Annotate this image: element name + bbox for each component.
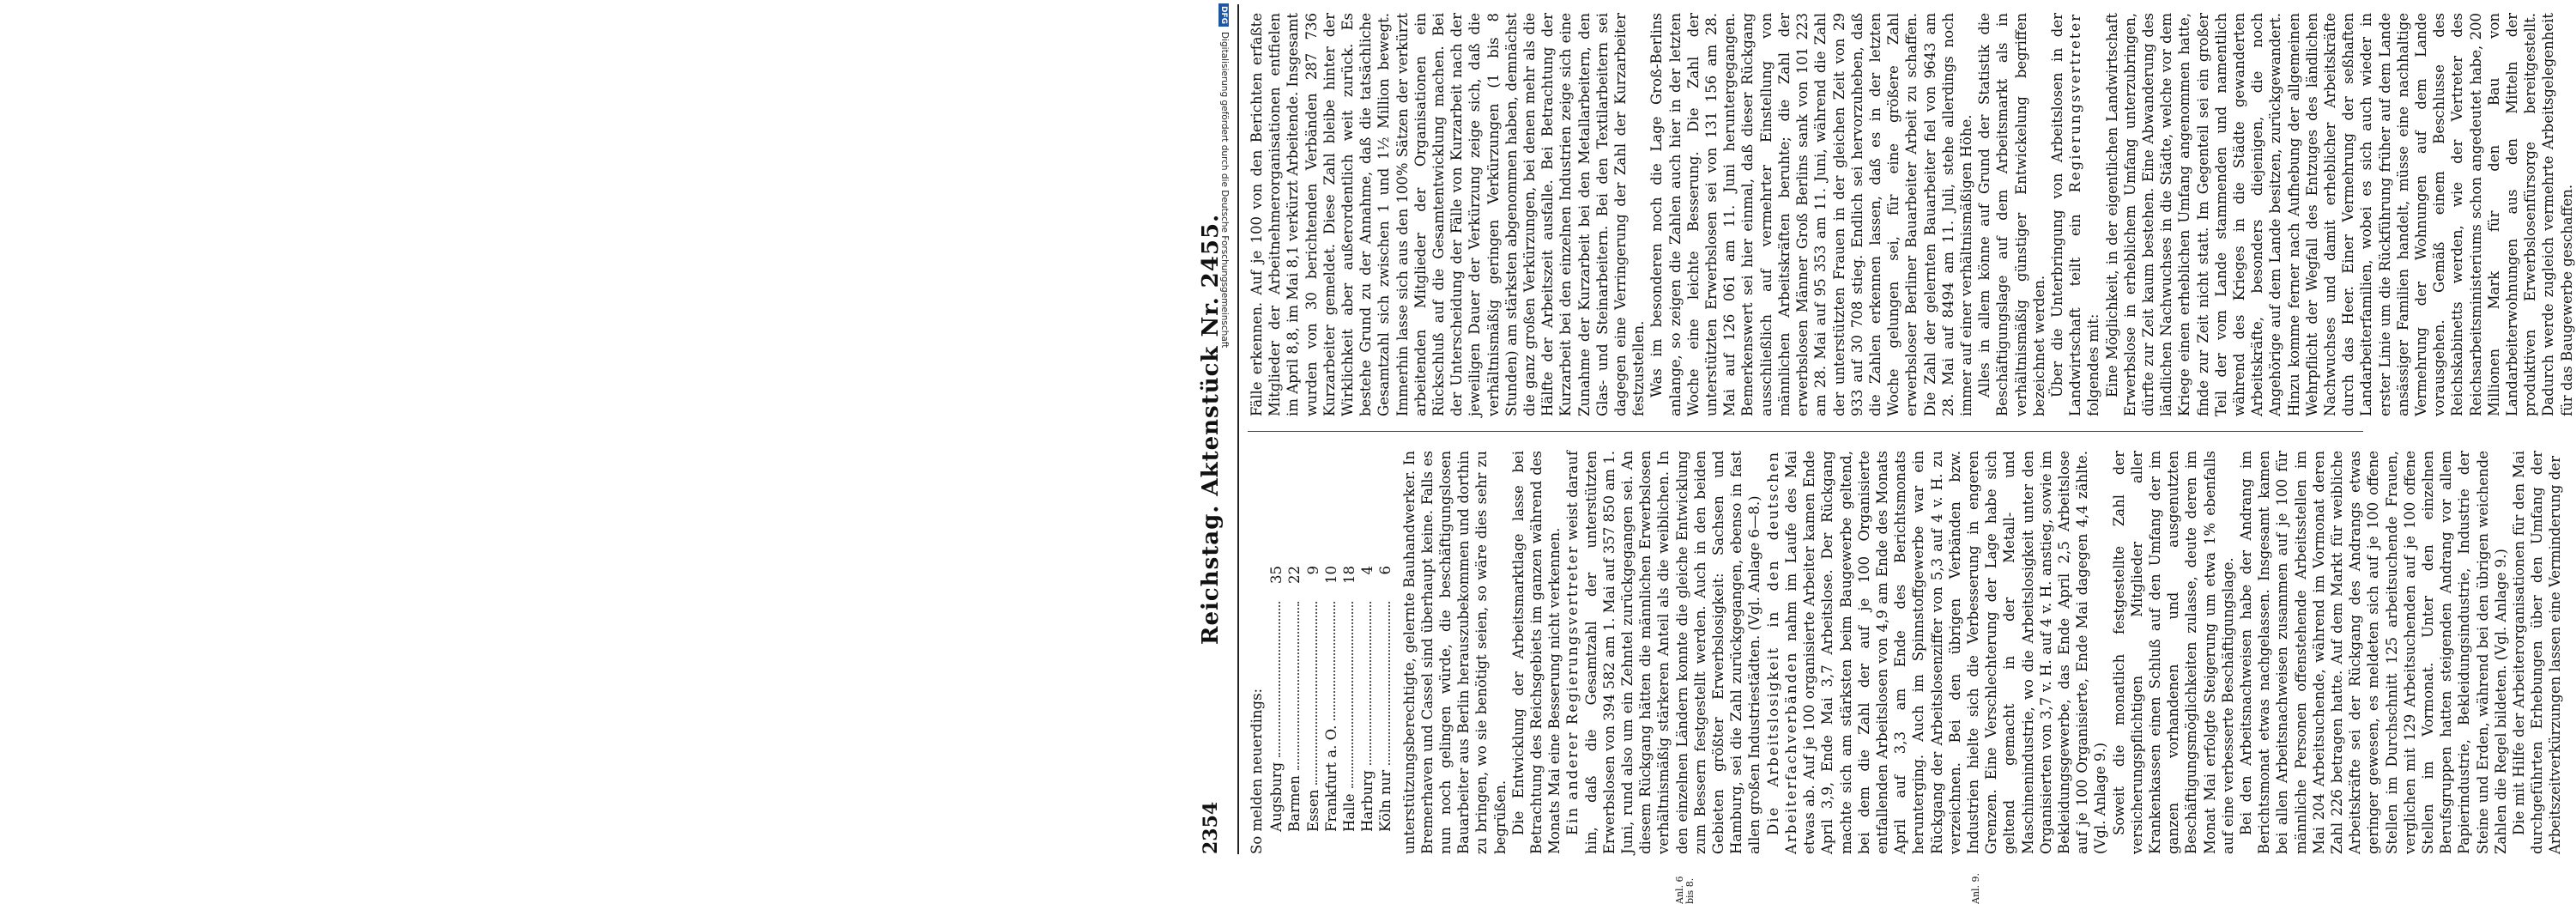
paragraph: Alles in allem könne auf Grund der Statistik die Beschäftigungslage auf dem Arbeitsmarkt als in verhältnismäßig günstiger Entwickelung begriffen bezeichnet werden. — [1976, 13, 2047, 416]
dfg-logo: DFG — [1218, 3, 1229, 27]
city-name: Harburg — [1359, 770, 1376, 832]
city-name: Essen — [1304, 789, 1321, 832]
paragraph — [1563, 451, 1763, 854]
rotated-page-content — [1194, 4, 2575, 904]
topic-label: Die Arbeitslosigkeit in den deutschen Arbeiterfachverbänden — [1764, 451, 1799, 854]
paragraph-text: folgendes mit: — [2085, 313, 2102, 416]
city-name: Barmen — [1286, 775, 1303, 832]
city-value: 6 — [1377, 566, 1394, 575]
city-value: 9 — [1304, 566, 1321, 575]
city-row — [1267, 566, 1285, 832]
intro-line: So melden neuerdings: — [1249, 688, 1265, 854]
city-value: 22 — [1286, 566, 1303, 584]
paragraph — [1764, 451, 2110, 854]
city-value: 10 — [1322, 566, 1339, 584]
running-title: Reichstag. Aktenstück Nr. 2455. — [1198, 213, 1224, 646]
leader-dots — [1376, 602, 1389, 765]
city-row — [1322, 566, 1340, 832]
city-list — [1267, 451, 1394, 832]
paragraph: unterstützungsberechtigte, gelernte Bauhandwerker. In Bremerhaven und Cassel sind überhaupt keine. Falls es nun noch gelingen würde, die beschäftigungslosen Bauarbeiter aus Berlin herauszubekommen und dorthin zu bringen, wo sie benötigt seien, so wäre dies sehr zu begrüßen. — [1400, 451, 1509, 854]
city-row — [1304, 566, 1322, 832]
speaker-label: Regierungsvertreter — [2067, 13, 2084, 193]
digitization-credit-text — [1218, 3, 1231, 853]
leader-dots — [1304, 602, 1317, 785]
paragraph: Soweit die monatlich festgestellte Zahl der versicherungspflichtigen Mitglieder aller Krankenkassen einen Schluß auf den Umfang der im ganzen vorhandenen und ausgenutzten Beschäftigungsmöglichkeiten zulasse, deute deren im Monat Mai erfolgte Steigerung um etwa 1% ebenfalls auf eine verbesserte Beschäftigungslage. — [2110, 451, 2236, 854]
paragraph: Fälle erkennen. Auf je 100 von den Berichten erfaßte Mitglieder der Arbeitnehmerorganisationen entfielen im April 8,8, im Mai 8,1 verkürzt Arbeitende. Insgesamt wurden von 30 berichtenden Verbänden 287 736 Kurzarbeiter gemeldet. Diese Zahl bleibe hinter der Wirklichkeit aber außerordentlich weit zurück. Es bestehe Grund zu der Annahme, daß die tatsächliche Gesamtzahl sich zwischen 1 und 1½ Million bewegt. Immerhin lasse sich aus den 100% Sätzen der verkürzt arbeitenden Mitglieder der Organisationen ein Rückschluß auf die Gesamtentwicklung machen. Bei der Unterscheidung der Fälle von Kurzarbeit nach der jeweiligen Dauer der Verkürzung zeige sich, daß die verhältnismäßig geringen Verkürzungen (1 bis 8 Stunden) am stärksten abgenommen haben, demnächst die ganz großen Verkürzungen, bei denen mehr als die Hälfte der Arbeitszeit ausfalle. Bei Betrachtung der Kurzarbeit bei den einzelnen Industrien zeige sich eine Zunahme der Kurzarbeit bei den Metallarbeitern, den Glas- und Steinarbeitern. Bei den Textilarbeitern sei dagegen eine Verringerung der Zahl der Kurzarbeiter festzustellen. — [1249, 13, 1648, 416]
margin-note: Anl. 6 bis 8. — [1674, 876, 1696, 904]
digitization-credit — [1218, 0, 1231, 858]
paragraph-text: Über die Unterbringung von Arbeitslosen in der Landwirtschaft teilt ein — [2048, 13, 2084, 416]
leader-dots — [1267, 602, 1280, 757]
leader-dots — [1340, 602, 1353, 788]
city-name: Augsburg — [1268, 761, 1285, 832]
left-column — [1248, 451, 2564, 854]
paragraph: Die Entwicklung der Arbeitsmarktlage lasse bei Betrachtung des Reichsgebiets im ganzen während des Monats Mai eine Besserung nicht verkennen. — [1509, 451, 1563, 854]
paragraph-text: weist darauf hin, daß die Gesamtzahl der unterstützten Erwerbslosen von 394 582 am 1. Mai auf 357 850 am 1. Juni, rund also um ein Zehntel zurückgegangen sei. An diesem Rückgang hätten die männlichen Erwerbslosen verhältnismäßig stärkeren Anteil als die weiblichen. In den einzelnen Ländern konnte die gleiche Entwicklung zum Bessern festgestellt werden. Auch in den beiden Gebieten größter Erwerbslosigkeit: Sachsen und Hamburg, sei die Zahl zurückgegangen, ebenso in fast allen großen Industriestädten. (Vgl. Anlage 6—8.) — [1564, 451, 1763, 854]
city-value: 18 — [1341, 566, 1358, 584]
paragraph — [2048, 13, 2103, 416]
city-name: Köln nur — [1377, 769, 1394, 832]
page-header — [1194, 4, 1239, 854]
paragraph-text: nahm im Laufe des Mai etwas ab. Auf je 100 organisierte Arbeiter kamen Ende April 3,9, Ende Mai 3,7 Arbeitslose. Der Rückgang machte sich am stärksten beim Baugewerbe geltend, bei dem die Zahl der auf je 100 Organisierte entfallenden Arbeitslosen von 4,9 am Ende des Monats April auf 3,3 am Ende des Berichtsmonats herunterging. Auch im Spinnstoffgewerbe war ein Rückgang der Arbeitslosenziffer von 5,3 auf 4 v. H. zu verzeichnen. Bei den übrigen Verbänden bzw. Industrien hielte sich die Verbesserung in engeren Grenzen. Eine Verschlechterung der Lage habe sich geltend gemacht in der Metall- und Maschinenindustrie, wo die Arbeitslosigkeit unter den Organisierten von 3,7 v. H. auf 4 v. H. anstieg, sowie im Bekleidungsgewerbe, das Ende April 2,5 Arbeitslose auf je 100 Organisierte, Ende Mai dagegen 4,4 zählte. (Vgl. Anlage 9.) — [1782, 451, 2109, 854]
paragraph: Eine Möglichkeit, in der eigentlichen Landwirtschaft Erwerbslose in erheblichem Umfang unterzubringen, dürfte zur Zeit kaum bestehen. Eine Abwanderung des ländlichen Nachwuchses in die Städte, welche vor dem Kriege einen erheblichen Umfang angenommen hatte, finde zur Zeit nicht statt. Im Gegenteil sei ein großer Teil der vom Lande stammenden und namentlich während des Krieges in die Städte gewanderten Arbeitskräfte, besonders diejenigen, die noch Angehörige auf dem Lande besitzen, zurückgewandert. Hinzu komme ferner nach Aufhebung der allgemeinen Wehrpflicht der Wegfall des Entzuges des ländlichen Nachwuchses und damit erheblicher Arbeitskräfte durch das Heer. Einer Vermehrung der seßhaften Landarbeiterfamilien, wobei es sich auch wieder in erster Linie um die Rückführung früher auf dem Lande ansässiger Familien handelt, müsse eine nachhaltige Vermehrung der Wohnungen auf dem Lande vorausgehen. Gemäß einem Beschlusse des Reichskabinetts werden, wie der Vertreter des Reichsarbeitsministeriums schon angedeutet habe, 200 Millionen Mark für den Bau von Landarbeiterwohnungen aus den Mitteln der produktiven Erwerbslosenfürsorge bereitgestellt. Dadurch werde zugleich vermehrte Arbeitsgelegenheit für das Baugewerbe geschaffen. — [2103, 13, 2575, 416]
city-row — [1376, 566, 1394, 832]
leader-dots — [1322, 602, 1335, 720]
city-row — [1358, 566, 1376, 832]
city-name: Frankfurt a. O. — [1322, 725, 1339, 832]
margin-note: Anl. 9. — [1970, 872, 1981, 904]
city-value: 4 — [1359, 566, 1376, 575]
city-value: 35 — [1268, 566, 1285, 584]
leader-dots — [1285, 602, 1298, 770]
leader-dots — [1358, 602, 1371, 765]
credit-text: Digitalisierung gefördert durch die Deutsche Forschungsgemeinschaft — [1219, 32, 1230, 349]
column-divider — [1248, 431, 2363, 432]
city-row — [1340, 566, 1358, 832]
paragraph: Die mit Hilfe der Arbeiterorganisationen für den Mai durchgeführten Erhebungen über den Umfang der Arbeitszeitverkürzungen lassen eine Verminderung der — [2511, 451, 2564, 854]
city-name: Halle — [1341, 793, 1358, 832]
right-column — [1248, 13, 2575, 416]
paragraph: Bei den Arbeitsnachweisen habe der Andrang im Berichtsmonat etwas nachgelassen. Insgesamt kamen bei allen Arbeitsnachweisen zusammen auf je 100 für männliche Personen offenstehende Arbeitsstellen im Mai 204 Arbeitsuchende, während im Vormonat deren Zahl 226 betragen hatte. Auf dem Markt für weibliche Arbeitskräfte sei der Rückgang des Andrangs etwas geringer gewesen, es meldeten sich auf je 100 offene Stellen im Durchschnitt 125 arbeitsuchende Frauen, verglichen mit 129 Arbeitsuchenden auf je 100 offene Stellen im Vormonat. Unter den einzelnen Berufsgruppen hatten steigenden Andrang vor allem Papierindustrie, Bekleidungsindustrie, Industrie der Steine und Erden, während bei den übrigen weichende Zahlen die Regel bildeten. (Vgl. Anlage 9.) — [2237, 451, 2509, 854]
paragraph: Was im besonderen noch die Lage Groß-Berlins anlange, so zeigen die Zahlen auch hier in der letzten Woche eine leichte Besserung. Die Zahl der unterstützten Erwerbslosen sei von 131 156 am 28. Mai auf 126 061 am 11. Juni heruntergegangen. Bemerkenswert sei hier einmal, daß dieser Rückgang ausschließlich auf vermehrter Einstellung von männlichen Arbeitskräften beruhte; die Zahl der erwerbslosen Männer Groß Berlins sank von 101 223 am 28. Mai auf 95 353 am 11. Juni, während die Zahl der unterstützten Frauen in der gleichen Zeit von 29 933 auf 30 708 stieg. Endlich sei hervorzuheben, daß die Zahlen erkennen lassen, daß es in der letzten Woche gelungen sei, für eine größere Zahl erwerbsloser Berliner Bauarbeiter Arbeit zu schaffen. Die Zahl der gelernten Bauarbeiter fiel von 9643 am 28. Mai auf 8494 am 11. Juli, stehe allerdings noch immer auf einer verhältnismäßigen Höhe. — [1648, 13, 1974, 416]
speaker-label: Ein anderer Regierungsvertreter — [1564, 544, 1581, 835]
page-number: 2354 — [1200, 801, 1222, 854]
city-row — [1285, 566, 1303, 832]
